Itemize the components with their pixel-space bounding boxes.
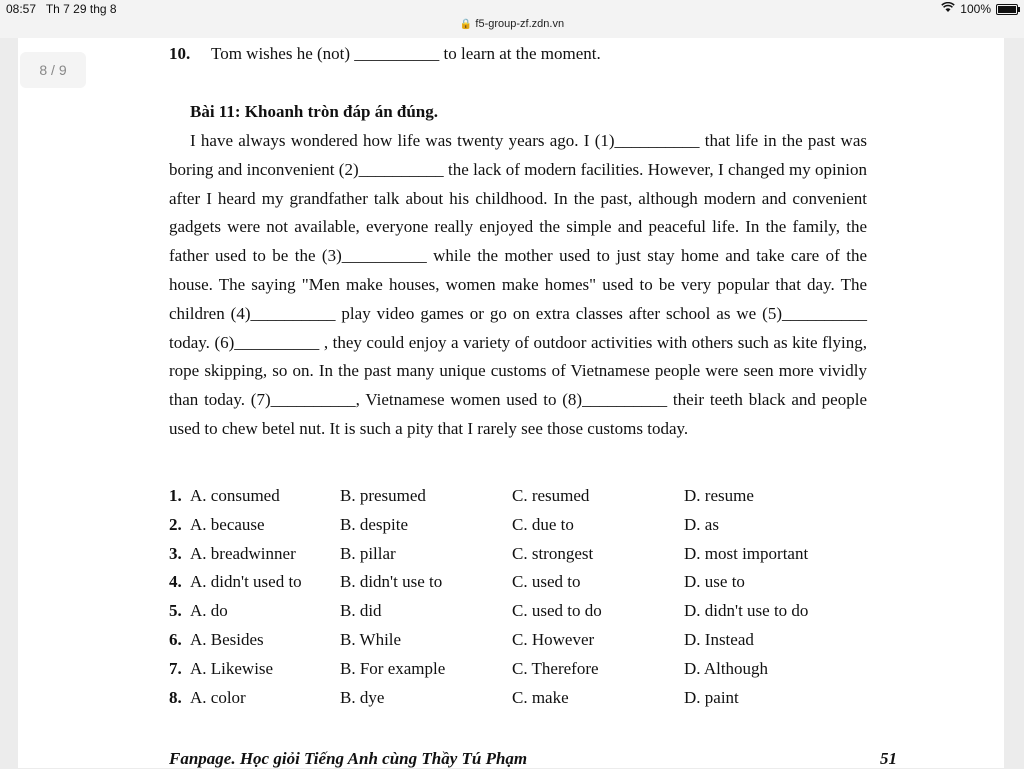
option-a: A. because	[190, 514, 265, 534]
option-c: C. due to	[512, 514, 574, 534]
option-d: D. as	[684, 514, 719, 534]
option-d: D. Although	[684, 658, 769, 678]
status-time-date: 08:57 Th 7 29 thg 8	[6, 2, 117, 16]
option-b: B. despite	[340, 514, 408, 534]
option-a: A. didn't used to	[190, 572, 302, 592]
battery-percent: 100%	[960, 2, 991, 16]
option-number: 1.	[169, 486, 182, 505]
wifi-icon	[941, 2, 955, 16]
option-d: D. Instead	[684, 629, 754, 649]
battery-icon	[996, 4, 1018, 15]
option-b: B. For example	[340, 658, 446, 678]
option-c: C. make	[512, 687, 569, 707]
option-b: B. pillar	[340, 543, 396, 563]
option-number: 2.	[169, 514, 182, 534]
option-c: C. strongest	[512, 543, 594, 563]
option-row-6	[169, 626, 869, 655]
option-row-5	[169, 597, 869, 626]
address-bar[interactable]	[0, 18, 1024, 30]
option-b: B. did	[340, 601, 382, 621]
option-number: 3.	[169, 543, 182, 563]
option-number: 8.	[169, 687, 182, 707]
question-10-text: Tom wishes he (not) __________ to learn at the moment.	[211, 44, 601, 63]
option-number: 4.	[169, 572, 182, 592]
option-row-4	[169, 568, 869, 597]
option-c: C. resumed	[512, 486, 590, 505]
status-bar	[0, 0, 1024, 38]
question-10-number: 10.	[169, 44, 191, 63]
option-c: C. used to do	[512, 601, 602, 621]
option-a: A. Besides	[190, 629, 264, 649]
option-c: C. used to	[512, 572, 581, 592]
option-c: C. Therefore	[512, 658, 599, 678]
option-number: 6.	[169, 629, 182, 649]
option-row-8	[169, 684, 869, 713]
option-b: B. didn't use to	[340, 572, 443, 592]
option-row-7	[169, 655, 869, 684]
option-d: D. resume	[684, 486, 754, 505]
option-row-1	[169, 482, 869, 511]
options-list	[169, 482, 869, 712]
option-b: B. presumed	[340, 486, 426, 505]
option-number: 7.	[169, 658, 182, 678]
option-a: A. do	[190, 601, 228, 621]
option-b: B. While	[340, 629, 402, 649]
option-a: A. breadwinner	[190, 543, 296, 563]
lock-icon: 🔒	[459, 19, 473, 30]
option-a: A. Likewise	[190, 658, 274, 678]
page-footer	[169, 749, 897, 769]
status-right	[941, 2, 1018, 16]
option-number: 5.	[169, 601, 182, 621]
option-d: D. paint	[684, 687, 739, 707]
footer-text: Fanpage. Học giỏi Tiếng Anh cùng Thầy Tú Phạm	[169, 749, 528, 768]
page-number: 51	[880, 749, 897, 768]
option-a: A. consumed	[190, 486, 280, 505]
option-row-3	[169, 540, 869, 569]
exercise-title: Bài 11: Khoanh tròn đáp án đúng.	[190, 102, 439, 121]
url-text: f5-group-zf.zdn.vn	[475, 18, 565, 30]
option-b: B. dye	[340, 687, 385, 707]
option-d: D. most important	[684, 543, 809, 563]
option-row-2	[169, 511, 869, 540]
option-a: A. color	[190, 687, 246, 707]
exercise-passage: I have always wondered how life was twenty years ago. I (1)__________ that life in the past was boring and inconvenient (2)__________ the lack of modern facilities. However, I changed my opinion after I heard my grandfather talk about his childhood. In the past, although modern and convenient gadgets were not available, everyone really enjoyed the simple and peaceful life. In the family, the father used to be the (3)__________ while the mother used to just stay home and take care of the house. The saying "Men make houses, women make homes" used to be very popular that day. The children (4)__________ play video games or go on extra classes after school as we (5)__________ today. (6)__________ , they could enjoy a variety of outdoor activities with others such as kite flying, rope skipping, so on. In the past many unique customs of Vietnamese people were seen more vividly than today. (7)__________, Vietnamese women used to (8)__________ their teeth black and people used to chew betel nut. It is such a pity that I rarely see those customs today.	[169, 131, 867, 438]
option-d: D. didn't use to do	[684, 601, 809, 621]
question-10	[169, 44, 601, 64]
page-indicator[interactable]: 8 / 9	[20, 52, 86, 88]
option-d: D. use to	[684, 572, 745, 592]
option-c: C. However	[512, 629, 595, 649]
